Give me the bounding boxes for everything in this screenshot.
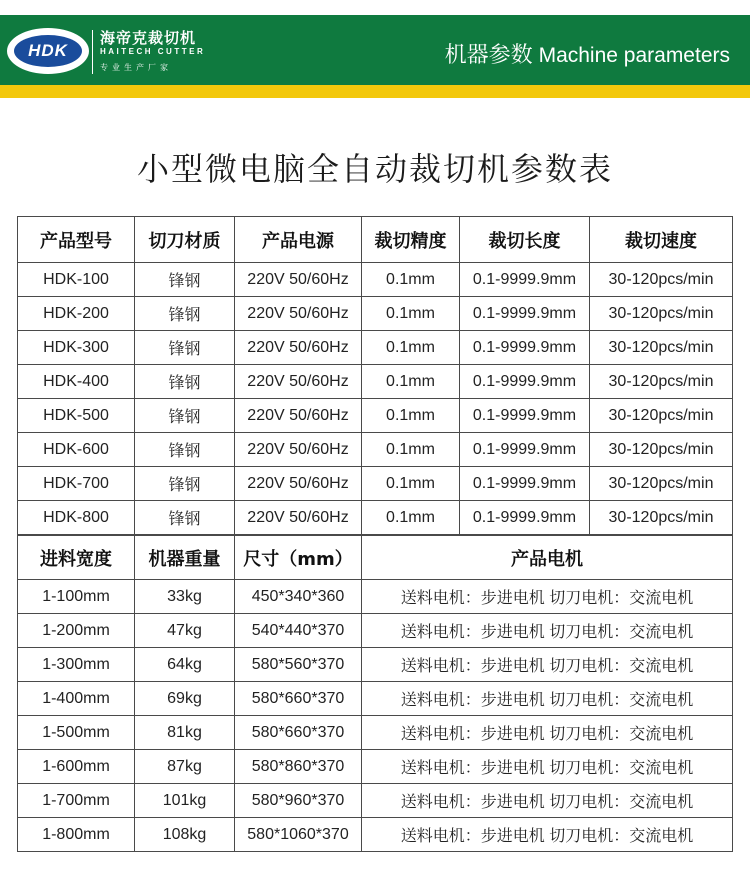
table-row [18, 467, 733, 501]
table-cell: 0.1mm [362, 501, 460, 535]
table-cell: 送料电机：步进电机 切刀电机：交流电机 [362, 614, 733, 648]
table-cell: 580*560*370 [235, 648, 362, 682]
table-cell: 送料电机：步进电机 切刀电机：交流电机 [362, 716, 733, 750]
table-cell: HDK-200 [18, 297, 135, 331]
table-cell: 0.1-9999.9mm [460, 399, 590, 433]
column-header: 裁切速度 [590, 217, 733, 263]
table-cell: 0.1mm [362, 467, 460, 501]
column-header: 产品电机 [362, 536, 733, 580]
table-cell: 580*860*370 [235, 750, 362, 784]
section-title-cn: 机器参数 [444, 43, 533, 68]
table-cell: 1-200mm [18, 614, 135, 648]
table-cell: 锋钢 [135, 433, 235, 467]
table-cell: 87kg [135, 750, 235, 784]
brand-name-en: HAITECH CUTTER [100, 47, 206, 56]
table-cell: 580*960*370 [235, 784, 362, 818]
table-cell: HDK-300 [18, 331, 135, 365]
table-cell: 1-600mm [18, 750, 135, 784]
table-cell: HDK-100 [18, 263, 135, 297]
table-cell: 30-120pcs/min [590, 365, 733, 399]
table-cell: HDK-600 [18, 433, 135, 467]
table-cell: 送料电机：步进电机 切刀电机：交流电机 [362, 818, 733, 852]
page-title: 小型微电脑全自动裁切机参数表 [136, 150, 613, 188]
table-cell: HDK-800 [18, 501, 135, 535]
section-title-en: Machine parameters [538, 44, 730, 67]
brand-slogan: 专业生产厂家 [100, 63, 172, 72]
table-cell: 1-500mm [18, 716, 135, 750]
table-cell: 580*660*370 [235, 716, 362, 750]
table-cell: 30-120pcs/min [590, 399, 733, 433]
table-cell: 0.1-9999.9mm [460, 467, 590, 501]
table-cell: HDK-400 [18, 365, 135, 399]
table-row [18, 750, 733, 784]
table-cell: 47kg [135, 614, 235, 648]
table-cell: 锋钢 [135, 331, 235, 365]
table-cell: 450*340*360 [235, 580, 362, 614]
table-cell: 220V 50/60Hz [235, 297, 362, 331]
column-header: 尺寸（mm） [235, 536, 362, 580]
table-cell: 0.1mm [362, 365, 460, 399]
table-cell: 0.1mm [362, 331, 460, 365]
table-cell: 0.1-9999.9mm [460, 263, 590, 297]
table-cell: 0.1-9999.9mm [460, 331, 590, 365]
table-row [18, 433, 733, 467]
column-header: 产品型号 [18, 217, 135, 263]
column-header: 机器重量 [135, 536, 235, 580]
brand-logo [7, 28, 89, 74]
spec-table-models [17, 216, 733, 535]
table-cell: 锋钢 [135, 365, 235, 399]
table-row [18, 263, 733, 297]
table-cell: 0.1-9999.9mm [460, 433, 590, 467]
table-cell: 锋钢 [135, 399, 235, 433]
table-cell: 580*660*370 [235, 682, 362, 716]
table-cell: 220V 50/60Hz [235, 263, 362, 297]
column-header: 裁切长度 [460, 217, 590, 263]
table-cell: 0.1-9999.9mm [460, 501, 590, 535]
section-title [445, 38, 730, 69]
table-cell: 540*440*370 [235, 614, 362, 648]
table-cell: 580*1060*370 [235, 818, 362, 852]
table-row [18, 614, 733, 648]
table-row [18, 297, 733, 331]
table-cell: 锋钢 [135, 297, 235, 331]
table-row [18, 580, 733, 614]
table-cell: 0.1-9999.9mm [460, 365, 590, 399]
table-header-row [18, 217, 733, 263]
table-cell: 送料电机：步进电机 切刀电机：交流电机 [362, 784, 733, 818]
table-cell: 220V 50/60Hz [235, 399, 362, 433]
table-cell: 220V 50/60Hz [235, 433, 362, 467]
spec-table-dimensions [17, 535, 733, 852]
table-cell: 锋钢 [135, 467, 235, 501]
header-accent-stripe [0, 85, 750, 98]
table-row [18, 784, 733, 818]
table-cell: 1-100mm [18, 580, 135, 614]
table-cell: 108kg [135, 818, 235, 852]
table-cell: 220V 50/60Hz [235, 501, 362, 535]
table-cell: 0.1mm [362, 399, 460, 433]
table-row [18, 818, 733, 852]
table-cell: 220V 50/60Hz [235, 331, 362, 365]
table-cell: 锋钢 [135, 501, 235, 535]
table-cell: HDK-500 [18, 399, 135, 433]
column-header: 切刀材质 [135, 217, 235, 263]
table-cell: HDK-700 [18, 467, 135, 501]
table-row [18, 682, 733, 716]
table-cell: 0.1mm [362, 433, 460, 467]
table-cell: 30-120pcs/min [590, 263, 733, 297]
table-cell: 1-800mm [18, 818, 135, 852]
table-cell: 30-120pcs/min [590, 467, 733, 501]
table-row [18, 648, 733, 682]
table-cell: 锋钢 [135, 263, 235, 297]
table-cell: 30-120pcs/min [590, 297, 733, 331]
table-cell: 0.1mm [362, 297, 460, 331]
table-cell: 220V 50/60Hz [235, 365, 362, 399]
table-row [18, 365, 733, 399]
table-cell: 30-120pcs/min [590, 433, 733, 467]
table-cell: 101kg [135, 784, 235, 818]
table-cell: 1-400mm [18, 682, 135, 716]
table-cell: 送料电机：步进电机 切刀电机：交流电机 [362, 682, 733, 716]
table-cell: 30-120pcs/min [590, 501, 733, 535]
column-header: 产品电源 [235, 217, 362, 263]
table-row [18, 331, 733, 365]
table-cell: 30-120pcs/min [590, 331, 733, 365]
brand-name-cn: 海帝克裁切机 [100, 29, 197, 47]
table-row [18, 716, 733, 750]
table-cell: 1-700mm [18, 784, 135, 818]
table-cell: 送料电机：步进电机 切刀电机：交流电机 [362, 750, 733, 784]
table-row [18, 501, 733, 535]
table-header-row [18, 536, 733, 580]
table-cell: 送料电机：步进电机 切刀电机：交流电机 [362, 648, 733, 682]
table-cell: 220V 50/60Hz [235, 467, 362, 501]
logo-divider [92, 30, 93, 74]
table-cell: 64kg [135, 648, 235, 682]
table-cell: 69kg [135, 682, 235, 716]
table-cell: 送料电机：步进电机 切刀电机：交流电机 [362, 580, 733, 614]
table-cell: 33kg [135, 580, 235, 614]
column-header: 裁切精度 [362, 217, 460, 263]
table-cell: 0.1mm [362, 263, 460, 297]
table-cell: 1-300mm [18, 648, 135, 682]
table-cell: 0.1-9999.9mm [460, 297, 590, 331]
table-row [18, 399, 733, 433]
table-cell: 81kg [135, 716, 235, 750]
column-header: 进料宽度 [18, 536, 135, 580]
logo-text: HDK [28, 41, 68, 60]
